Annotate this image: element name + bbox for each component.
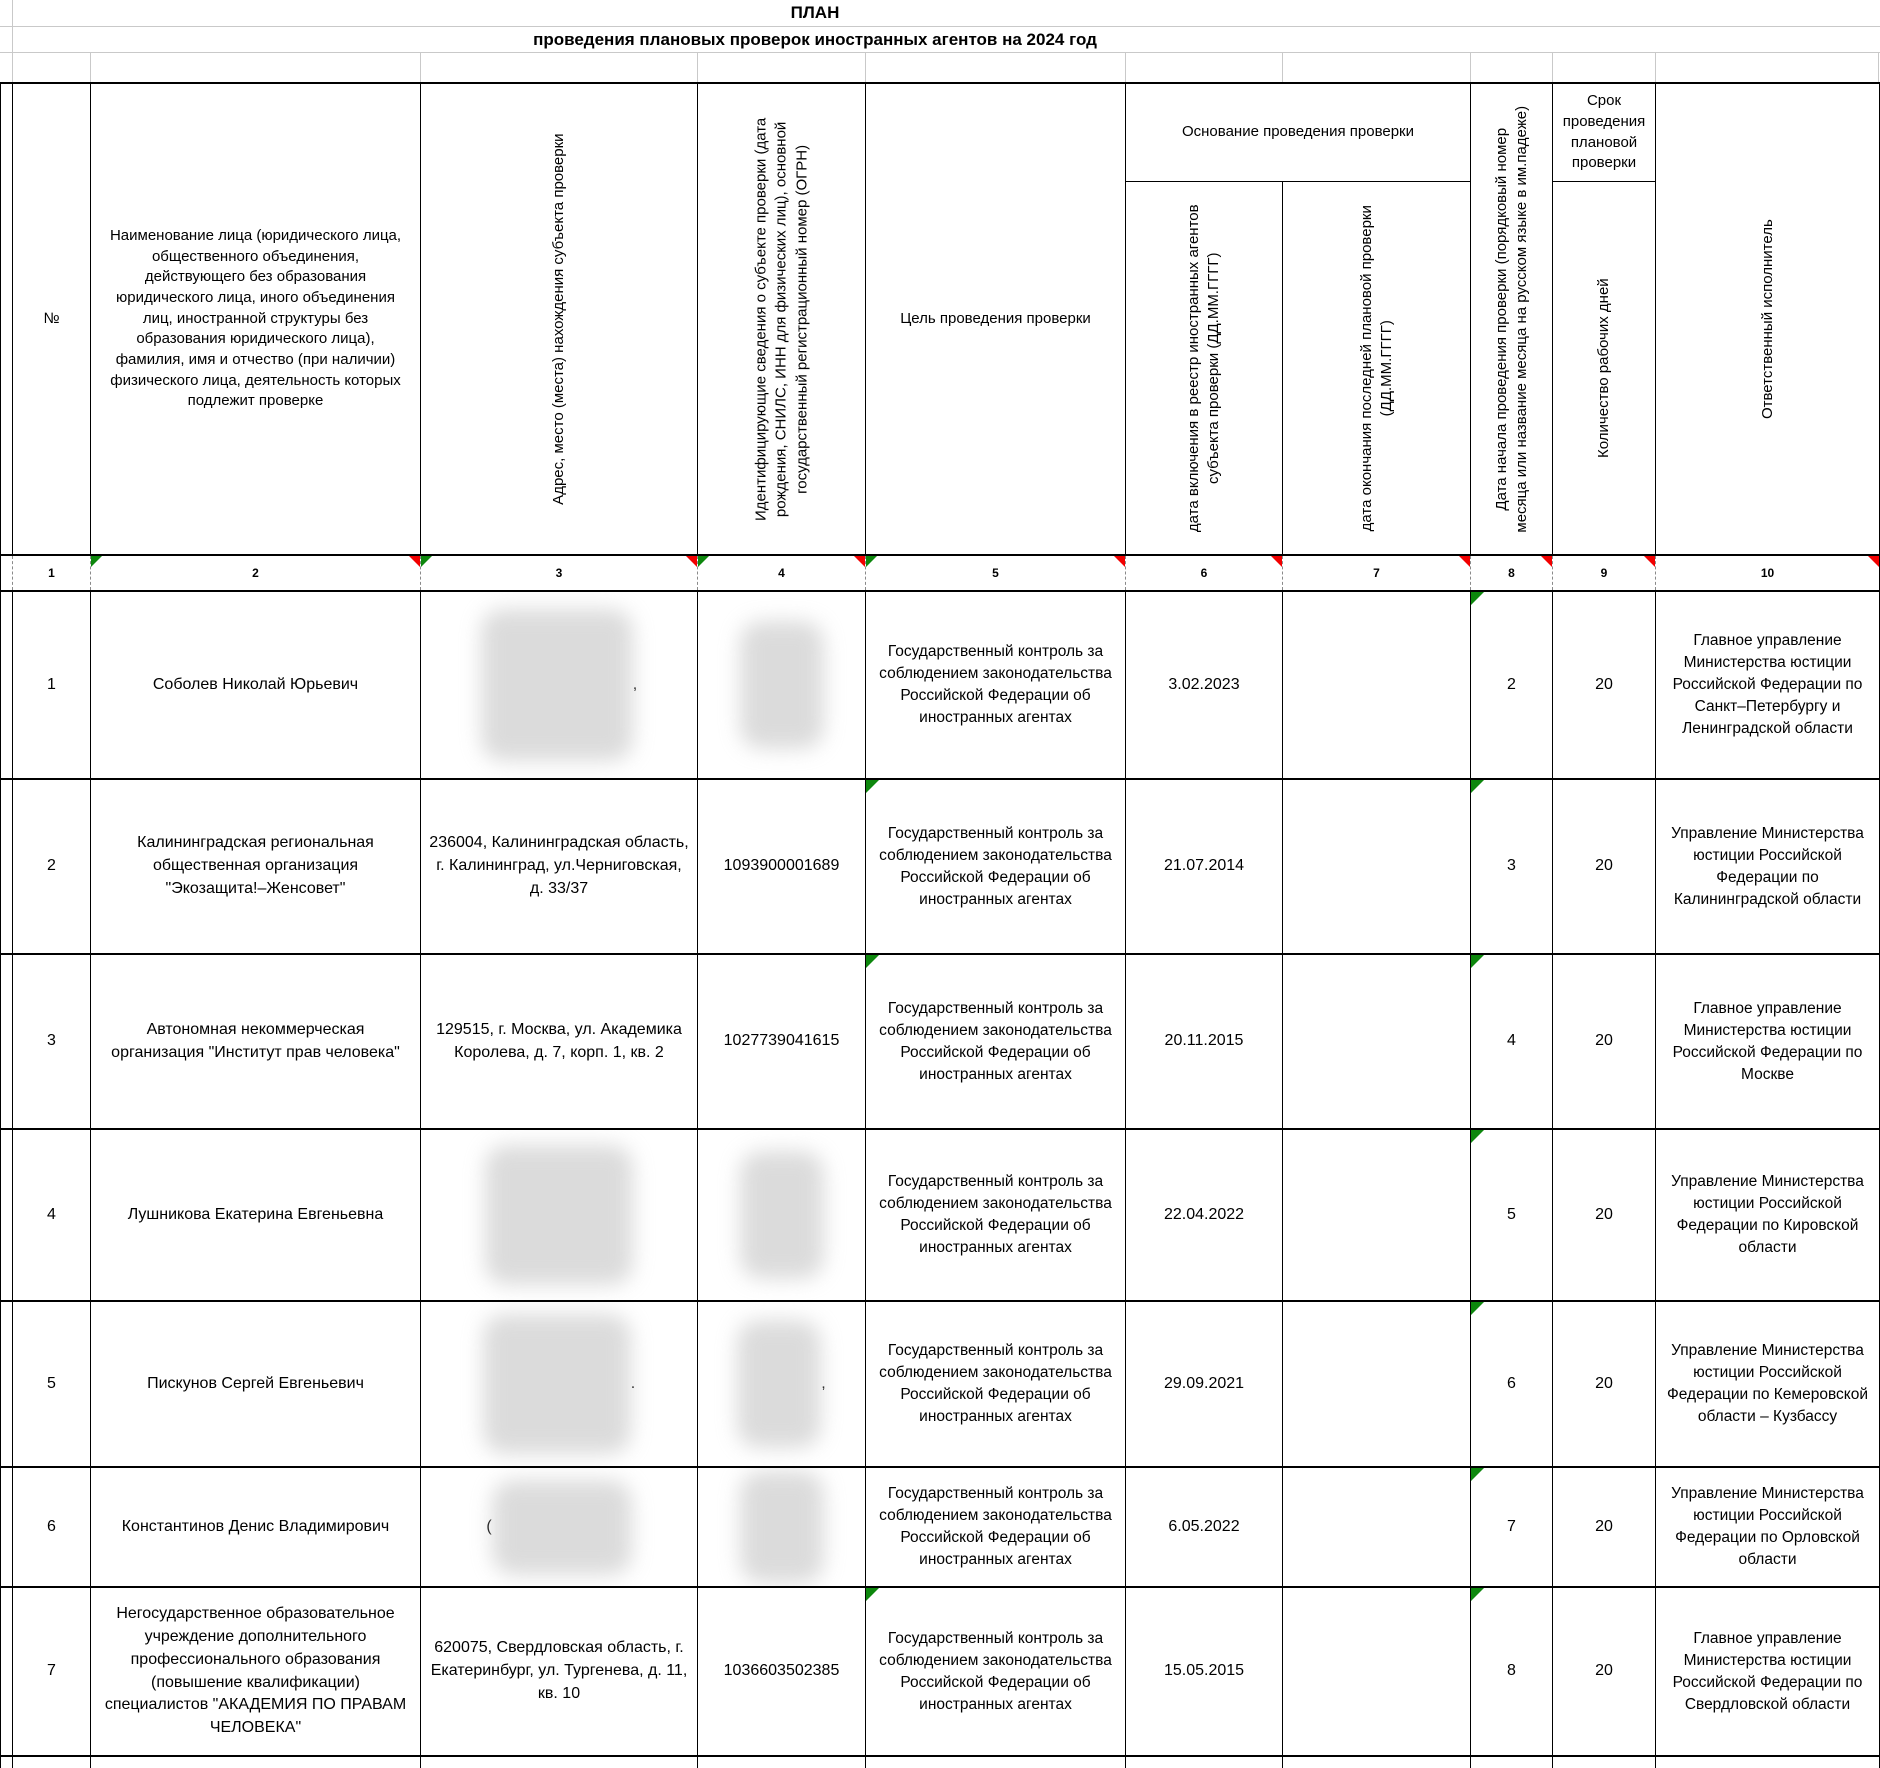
cell-subject-name[interactable]: Пискунов Сергей Евгеньевич	[90, 1302, 420, 1466]
comment-marker-red	[409, 556, 420, 567]
cell-sliver	[0, 592, 12, 778]
comment-marker-red	[1114, 556, 1125, 567]
comment-marker-green	[1471, 1302, 1484, 1315]
cell-date-last-check[interactable]	[1282, 592, 1470, 778]
comment-marker-green	[1471, 1468, 1484, 1481]
cell-date-last-check[interactable]	[1282, 1468, 1470, 1586]
number-cell-1[interactable]: 1	[12, 556, 90, 590]
header-cell-basis-included[interactable]: дата включения в реестр иностранных агентов субъекта проверки (ДД.ММ.ГГГГ)	[1125, 182, 1282, 554]
comment-marker-red	[1541, 556, 1552, 567]
cell-executor[interactable]: Главное управление Министерства юстиции Российской Федерации по Москве	[1655, 955, 1880, 1128]
cell-row-number[interactable]: 5	[12, 1302, 90, 1466]
title-row-2	[0, 27, 1880, 53]
header-cell-address[interactable]: Адрес, место (места) нахождения субъекта проверки	[420, 84, 697, 554]
cell-subject-name[interactable]: Негосударственное образовательное учреждение дополнительного профессионального образования (повышение квалификации) специалистов "АКАДЕМИЯ ПО ПРАВАМ ЧЕЛОВЕКА"	[90, 1588, 420, 1755]
comment-marker-red	[854, 556, 865, 567]
comment-marker-green	[1471, 1588, 1484, 1601]
cell-subject-name[interactable]: Константинов Денис Владимирович	[90, 1468, 420, 1586]
cell-sliver	[0, 1302, 12, 1466]
number-cell-3[interactable]: 3	[420, 556, 697, 590]
spacer-row	[0, 53, 1880, 82]
cell-executor[interactable]: Управление Министерства юстиции Российской Федерации по Кемеровской области – Кузбассу	[1655, 1302, 1880, 1466]
header-cell-purpose[interactable]: Цель проведения проверки	[865, 84, 1125, 554]
redacted-blur	[737, 1320, 821, 1448]
number-cell-8[interactable]: 8	[1470, 556, 1552, 590]
number-cell-sliver	[0, 556, 12, 590]
redacted-blur	[740, 621, 824, 749]
header-cell-identification[interactable]: Идентифицирующие сведения о субъекте проверки (дата рождения, СНИЛС, ИНН для физических лиц), основной государственный регистрационный номер (ОГРН)	[697, 84, 865, 554]
number-cell-10[interactable]: 10	[1655, 556, 1880, 590]
cell-purpose[interactable]: Государственный контроль за соблюдением законодательства Российской Федерации об иностранных агентах	[865, 1130, 1125, 1300]
comment-marker-green	[866, 955, 879, 968]
cell-start-month[interactable]: 5	[1470, 1130, 1552, 1300]
cell-address[interactable]: .	[420, 1302, 697, 1466]
cell-address[interactable]: 236004, Калининградская область, г. Калининград, ул.Черниговская, д. 33/37	[420, 780, 697, 953]
cell-row-number[interactable]: 7	[12, 1588, 90, 1755]
cell-executor[interactable]: Главное управление Министерства юстиции Российской Федерации по Санкт–Петербургу и Ленинградской области	[1655, 592, 1880, 778]
header-cell-start-date[interactable]: Дата начала проведения проверки (порядковый номер месяца или название месяца на русском языке в им.падеже)	[1470, 84, 1552, 554]
redacted-blur	[492, 1480, 632, 1575]
header-cell-executor[interactable]: Ответственный исполнитель	[1655, 84, 1880, 554]
cell-work-days[interactable]: 20	[1552, 780, 1655, 953]
comment-marker-green	[1471, 592, 1484, 605]
cell-date-included[interactable]: 15.05.2015	[1125, 1588, 1282, 1755]
comment-marker-green	[866, 1588, 879, 1601]
cell-sliver	[0, 955, 12, 1128]
title-row-1	[0, 0, 1880, 27]
cell-sliver	[0, 1130, 12, 1300]
table-row	[0, 592, 1880, 780]
cell-ogrn[interactable]: 1093900001689	[697, 780, 865, 953]
cell-work-days[interactable]: 20	[1552, 592, 1655, 778]
cell-start-month[interactable]: 6	[1470, 1302, 1552, 1466]
cell-row-number[interactable]: 4	[12, 1130, 90, 1300]
table-body	[0, 592, 1880, 1757]
cell-ogrn[interactable]: ,	[697, 1302, 865, 1466]
redacted-blur	[481, 609, 633, 761]
cell-date-included[interactable]: 3.02.2023	[1125, 592, 1282, 778]
table-row	[0, 1130, 1880, 1302]
redacted-blur	[483, 1314, 631, 1454]
cell-date-included[interactable]: 20.11.2015	[1125, 955, 1282, 1128]
cell-start-month[interactable]: 3	[1470, 780, 1552, 953]
number-cell-6[interactable]: 6	[1125, 556, 1282, 590]
comment-marker-red	[1459, 556, 1470, 567]
cell-date-last-check[interactable]	[1282, 955, 1470, 1128]
cell-sliver	[0, 780, 12, 953]
number-cell-5[interactable]: 5	[865, 556, 1125, 590]
cell-row-number[interactable]: 6	[12, 1468, 90, 1586]
document-subtitle: проведения плановых проверок иностранных агентов на 2024 год	[533, 29, 1097, 49]
cell-address[interactable]: ,	[420, 592, 697, 778]
cell-row-number[interactable]: 3	[12, 955, 90, 1128]
cell-purpose[interactable]: Государственный контроль за соблюдением законодательства Российской Федерации об иностранных агентах	[865, 592, 1125, 778]
cell-sliver	[0, 1468, 12, 1586]
header-cell-basis-last[interactable]: дата окончания последней плановой проверки (ДД.ММ.ГГГГ)	[1282, 182, 1470, 554]
cell-date-last-check[interactable]	[1282, 1588, 1470, 1755]
cell-work-days[interactable]: 20	[1552, 1302, 1655, 1466]
cell-purpose[interactable]: Государственный контроль за соблюдением законодательства Российской Федерации об иностранных агентах	[865, 1302, 1125, 1466]
cell-work-days[interactable]: 20	[1552, 1588, 1655, 1755]
cell-address[interactable]: (	[420, 1468, 697, 1586]
table-row	[0, 1302, 1880, 1468]
cell-purpose[interactable]: Государственный контроль за соблюдением законодательства Российской Федерации об иностранных агентах	[865, 955, 1125, 1128]
cell-ogrn[interactable]	[697, 1130, 865, 1300]
cell-date-last-check[interactable]	[1282, 1130, 1470, 1300]
header-cell-number[interactable]: №	[12, 84, 90, 554]
number-cell-4[interactable]: 4	[697, 556, 865, 590]
cell-executor[interactable]: Управление Министерства юстиции Российской Федерации по Калининградской области	[1655, 780, 1880, 953]
cell-start-month[interactable]: 7	[1470, 1468, 1552, 1586]
redacted-blur	[740, 1471, 824, 1583]
comment-marker-green	[1471, 955, 1484, 968]
cell-address[interactable]: 129515, г. Москва, ул. Академика Королева, д. 7, корп. 1, кв. 2	[420, 955, 697, 1128]
comment-marker-red	[1868, 556, 1879, 567]
cell-row-number[interactable]: 2	[12, 780, 90, 953]
document-title: ПЛАН	[790, 3, 840, 22]
cell-subject-name[interactable]: Автономная некоммерческая организация "Институт прав человека"	[90, 955, 420, 1128]
cell-date-last-check[interactable]	[1282, 780, 1470, 953]
header-cell-term-group[interactable]: Срок проведения плановой проверки	[1552, 84, 1655, 182]
cell-purpose[interactable]: Государственный контроль за соблюдением законодательства Российской Федерации об иностранных агентах	[865, 1468, 1125, 1586]
cell-purpose[interactable]: Государственный контроль за соблюдением законодательства Российской Федерации об иностранных агентах	[865, 1588, 1125, 1755]
table-row	[0, 1468, 1880, 1588]
redacted-blur	[485, 1145, 633, 1285]
cell-purpose[interactable]: Государственный контроль за соблюдением законодательства Российской Федерации об иностранных агентах	[865, 780, 1125, 953]
comment-marker-green	[421, 556, 432, 567]
comment-marker-green	[866, 780, 879, 793]
column-number-row	[0, 556, 1880, 592]
cell-work-days[interactable]: 20	[1552, 1468, 1655, 1586]
comment-marker-green	[1471, 780, 1484, 793]
cell-ogrn[interactable]	[697, 1468, 865, 1586]
number-cell-7[interactable]: 7	[1282, 556, 1470, 590]
cell-ogrn[interactable]: 1036603502385	[697, 1588, 865, 1755]
cell-address[interactable]	[420, 1130, 697, 1300]
table-row	[0, 955, 1880, 1130]
comment-marker-red	[1644, 556, 1655, 567]
cell-start-month[interactable]: 4	[1470, 955, 1552, 1128]
number-cell-9[interactable]: 9	[1552, 556, 1655, 590]
number-cell-2[interactable]: 2	[90, 556, 420, 590]
cell-ogrn[interactable]	[697, 592, 865, 778]
cell-executor[interactable]: Управление Министерства юстиции Российской Федерации по Орловской области	[1655, 1468, 1880, 1586]
comment-marker-green	[866, 556, 877, 567]
cell-date-included[interactable]: 22.04.2022	[1125, 1130, 1282, 1300]
comment-marker-green	[1471, 1130, 1484, 1143]
table-row	[0, 1588, 1880, 1757]
table-header	[0, 82, 1880, 556]
cell-start-month[interactable]: 2	[1470, 592, 1552, 778]
redacted-blur	[740, 1151, 824, 1279]
comment-marker-red	[1271, 556, 1282, 567]
cell-date-last-check[interactable]	[1282, 1302, 1470, 1466]
header-cell-sliver	[0, 84, 12, 554]
cell-sliver	[0, 1588, 12, 1755]
cell-subject-name[interactable]: Соболев Николай Юрьевич	[90, 592, 420, 778]
table-row	[0, 780, 1880, 955]
comment-marker-green	[698, 556, 709, 567]
cell-executor[interactable]: Управление Министерства юстиции Российской Федерации по Кировской области	[1655, 1130, 1880, 1300]
header-cell-name[interactable]: Наименование лица (юридического лица, общественного объединения, действующего без образования юридического лица, иного объединения лиц, иностранной структуры без образования юридического лица), фамилия, имя и отчество (при наличии) физического лица, деятельность которых подлежит проверке	[90, 84, 420, 554]
header-cell-term-days[interactable]: Количество рабочих дней	[1552, 182, 1655, 554]
cell-date-included[interactable]: 6.05.2022	[1125, 1468, 1282, 1586]
comment-marker-green	[91, 556, 102, 567]
cell-work-days[interactable]: 20	[1552, 1130, 1655, 1300]
cell-executor[interactable]: Главное управление Министерства юстиции Российской Федерации по Свердловской области	[1655, 1588, 1880, 1755]
cell-subject-name[interactable]: Лушникова Екатерина Евгеньевна	[90, 1130, 420, 1300]
cell-ogrn[interactable]: 1027739041615	[697, 955, 865, 1128]
header-cell-basis-group[interactable]: Основание проведения проверки	[1125, 84, 1470, 182]
cell-date-included[interactable]: 21.07.2014	[1125, 780, 1282, 953]
partial-next-row	[0, 1757, 1880, 1768]
cell-address[interactable]: 620075, Свердловская область, г. Екатеринбург, ул. Тургенева, д. 11, кв. 10	[420, 1588, 697, 1755]
cell-date-included[interactable]: 29.09.2021	[1125, 1302, 1282, 1466]
cell-row-number[interactable]: 1	[12, 592, 90, 778]
comment-marker-red	[686, 556, 697, 567]
cell-subject-name[interactable]: Калининградская региональная общественная организация "Экозащита!–Женсовет"	[90, 780, 420, 953]
cell-start-month[interactable]: 8	[1470, 1588, 1552, 1755]
cell-work-days[interactable]: 20	[1552, 955, 1655, 1128]
